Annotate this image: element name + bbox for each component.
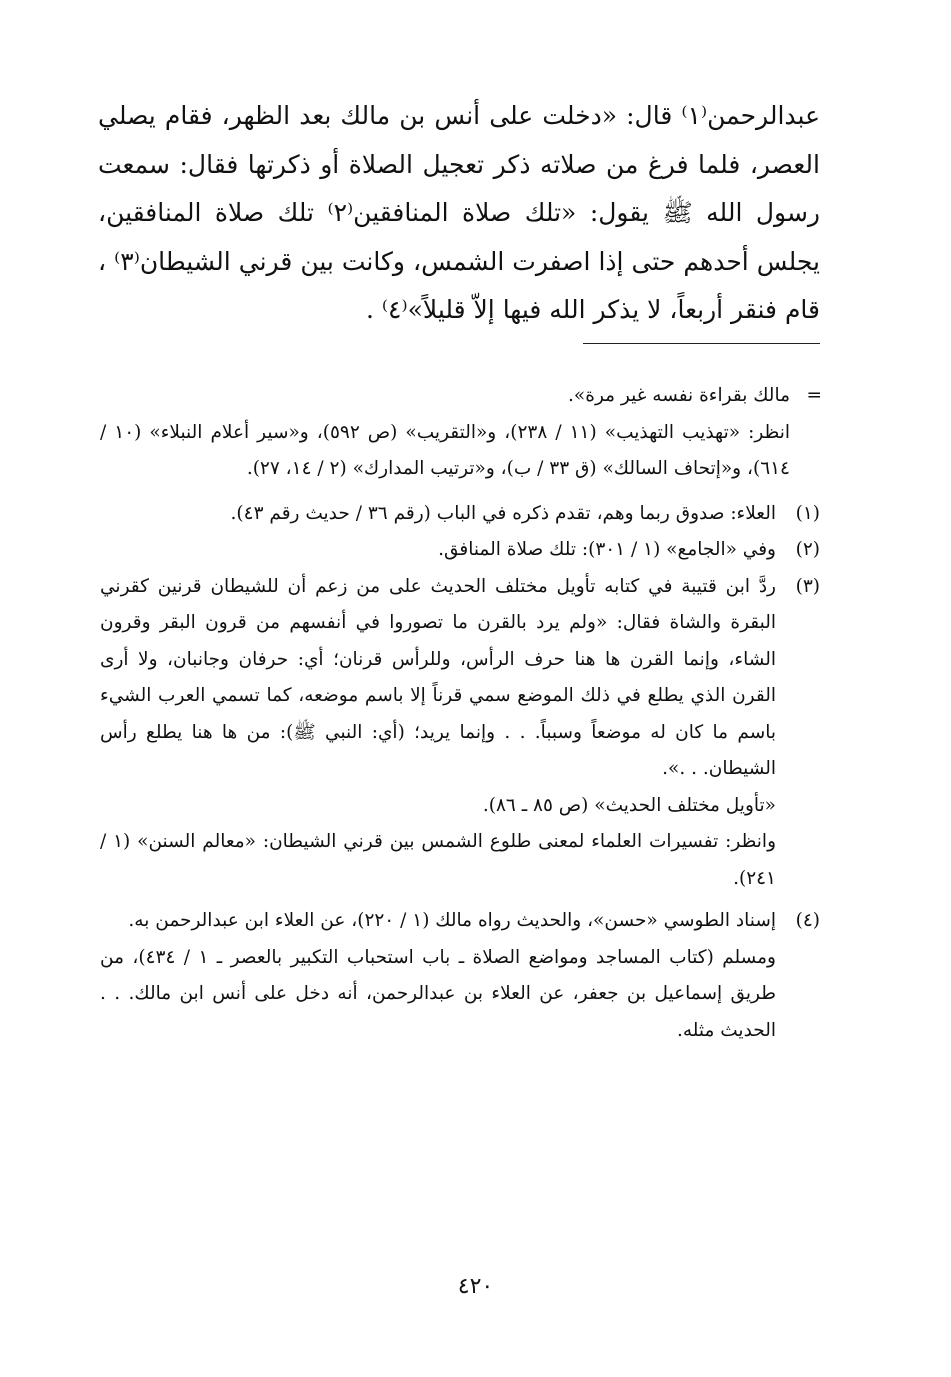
footnote-additional: ومسلم (كتاب المساجد ومواضع الصلاة ـ باب استحباب التكبير بالعصر ـ ١ / ٤٣٤)، من طريق إسماعيل بن جعفر، عن العلاء بن عبدالرحمن، أنه دخل على أنس ابن مالك. . . الحديث مثله. (100, 946, 776, 1041)
footnote-number: (١) (795, 502, 820, 524)
footnote-2 (100, 532, 822, 569)
main-paragraph: عبدالرحمن⁽١⁾ قال: «دخلت على أنس بن مالك بعد الظهر، فقام يصلي العصر، فلما فرغ من صلاته ذكر تعجيل الصلاة أو ذكرتها فقال: سمعت رسول الله ﷺ يقول: «تلك صلاة المنافقين⁽٢⁾ تلك صلاة المنافقين، يجلس أحدهم حتى إذا اصفرت الشمس، وكانت بين قرني الشيطان⁽٣⁾ ، قام فنقر أربعاً، لا يذكر الله فيها إلاّ قليلاً»⁽٤⁾ . (98, 101, 821, 324)
footnote-3 (100, 569, 822, 898)
main-text (98, 92, 820, 335)
continuation-references: انظر: «تهذيب التهذيب» (١١ / ٢٣٨)، و«التقريب» (ص ٥٩٢)، و«سير أعلام النبلاء» (١٠ / ٦١٤)، و«إتحاف السالك» (ق ٣٣ / ب)، و«ترتيب المدارك» (٢ / ١٤، ٢٧). (100, 421, 790, 479)
footnote-continuation (100, 378, 822, 488)
footnote-text: وفي «الجامع» (١ / ٣٠١): تلك صلاة المنافق. (438, 539, 776, 560)
footnote-citation: «تأويل مختلف الحديث» (ص ٨٥ ـ ٨٦). (482, 794, 776, 816)
footnote-see-also: وانظر: تفسيرات العلماء لمعنى طلوع الشمس بين قرني الشيطان: «معالم السنن» (١ / ٢٤١). (100, 831, 776, 889)
page-number: ٤٢٠ (457, 1274, 494, 1299)
footnotes (100, 378, 822, 1049)
footnote-separator (583, 343, 820, 344)
continuation-line: مالك بقراءة نفسه غير مرة». (568, 385, 790, 406)
footnote-text: ردَّ ابن قتيبة في كتابه تأويل مختلف الحديث على من زعم أن للشيطان قرنين كقرني البقرة والشاة فقال: «ولم يرد بالقرن ما تصوروا في أنفسهم من قرون البقر وقرون الشاء، وإنما القرن ها هنا حرف الرأس، وللرأس قرنان؛ أي: حرفان وجانبان، ولا أرى القرن الذي يطلع في ذلك الموضع سمي قرناً إلا باسم موضعه، كما تسمي العرب الشيء باسم ما كان له موضعاً وسبباً. . . وإنما يريد؛ (أي: النبي ﷺ): من ها هنا يطلع رأس الشيطان. . .». (100, 575, 776, 779)
footnote-number: (٢) (795, 539, 820, 560)
continuation-mark: = (806, 385, 822, 406)
footnote-text: إسناد الطوسي «حسن»، والحديث رواه مالك (١ / ٢٢٠)، عن العلاء ابن عبدالرحمن به. (128, 910, 776, 931)
footnote-number: (٤) (795, 910, 820, 931)
footnote-text: العلاء: صدوق ربما وهم، تقدم ذكره في الباب (رقم ٣٦ / حديث رقم ٤٣). (230, 502, 776, 524)
footnote-1 (100, 496, 822, 533)
footnote-number: (٣) (795, 575, 820, 597)
footnote-4 (100, 903, 822, 1049)
